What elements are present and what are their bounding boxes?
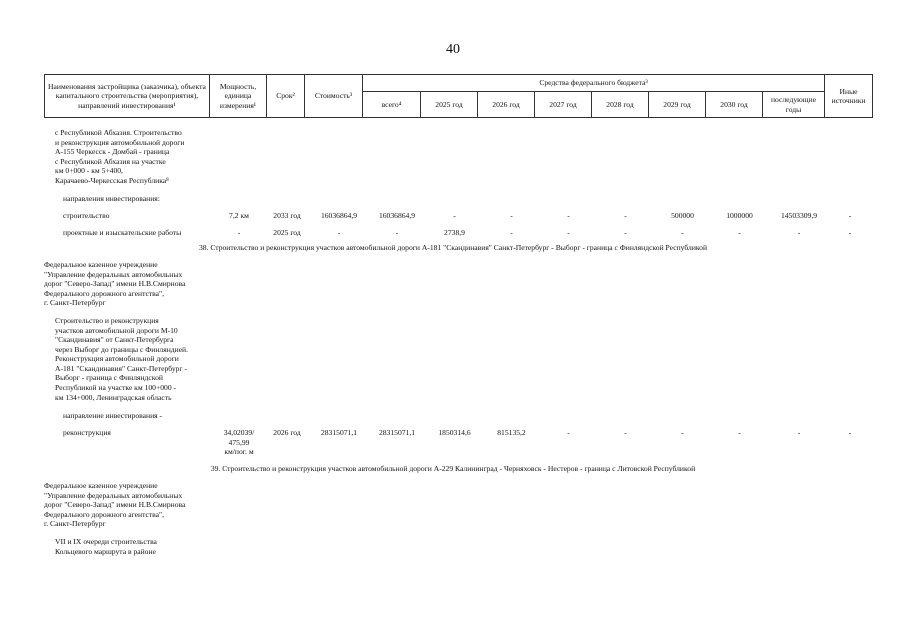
row-capacity: 34,02039/ 475,99 км/пог. м — [223, 428, 255, 457]
section-heading-39: 39. Строительство и реконструкция участков автомобильной дороги А-229 Калининград - Черняховск - Нестеров - граница с Литовской Республикой — [210, 464, 696, 473]
object-description: Строительство и реконструкция участков автомобильной дороги М-10 "Скандинавия" от Санкт-Петербурга через Выборг до границы с Финляндией. Реконструкция автомобильной дороги А-181 "Скандинавия" Санкт-Петербург - Выборг - граница с Финляндской Республикой на участке км 100+000 - км 134+000, Ленинградская область — [55, 316, 189, 402]
object-description: с Республикой Абхазия. Строительство и реконструкция автомобильной дороги А-155 Черкесск - Домбай - граница с Республикой Абхазия на участке км 0+000 - км 5+400, Карачаево-Черкесская Республика⁸ — [55, 128, 185, 185]
row-2028: - — [624, 428, 627, 437]
header-capacity: Мощность, единица измерения¹ — [210, 75, 267, 118]
row-other: - — [848, 428, 852, 437]
header-federal: Средства федерального бюджета³ — [363, 75, 825, 92]
row-term: 2033 год — [273, 211, 301, 220]
developer-description: Федеральное казенное учреждение "Управление федеральных автомобильных дорог "Северо-Запад" имени Н.В.Смирнова Федерального дорожного агентства", г. Санкт-Петербург — [44, 481, 186, 529]
row-2025: - — [453, 211, 456, 220]
header-col-2030: 2030 год — [706, 92, 763, 118]
investment-direction-label: направление инвестирования - — [63, 411, 163, 420]
header-other: Иные источники — [825, 75, 873, 118]
row-2027: - — [567, 211, 570, 220]
row-other: - — [848, 211, 852, 220]
row-capacity: 7,2 км — [229, 211, 249, 220]
row-2027: - — [567, 428, 570, 437]
row-name: проектные и изыскательские работы — [63, 228, 182, 237]
row-2030: - — [738, 228, 741, 237]
row-2029: - — [681, 228, 684, 237]
row-2028: - — [624, 228, 627, 237]
row-total: 16036864,9 — [378, 211, 416, 220]
row-2026: - — [510, 211, 513, 220]
row-later: - — [797, 228, 801, 237]
row-2025: 2738,9 — [444, 228, 465, 237]
row-cost: 16036864,9 — [320, 211, 358, 220]
row-name: строительство — [63, 211, 110, 220]
section-heading-38: 38. Строительство и реконструкция участков автомобильной дороги А-181 "Скандинавия" Санкт-Петербург - Выборг - граница с Финляндской Республикой — [198, 243, 708, 252]
row-cost: 28315071,1 — [320, 428, 358, 437]
header-col-2025: 2025 год — [421, 92, 478, 118]
row-2029: - — [681, 428, 684, 437]
header-cost: Стоимость³ — [305, 75, 363, 118]
header-name: Наименования застройщика (заказчика), объекта капитального строительства (мероприятия), направлений инвестирования¹ — [45, 75, 210, 118]
row-total: 28315071,1 — [378, 428, 416, 437]
row-2028: - — [624, 211, 627, 220]
row-2030: - — [738, 428, 741, 437]
row-term: 2025 год — [273, 228, 301, 237]
header-term: Срок² — [267, 75, 305, 118]
row-later: 14503309,9 — [780, 211, 818, 220]
header-col-2026: 2026 год — [478, 92, 535, 118]
row-other: - — [848, 228, 852, 237]
row-total: - — [395, 228, 399, 237]
row-2025: 1850314,6 — [438, 428, 471, 437]
table-header — [44, 74, 873, 118]
row-2026: 815135,2 — [497, 428, 526, 437]
header-col-later: последующие годы — [763, 92, 825, 118]
row-2029: 500000 — [671, 211, 694, 220]
row-2030: 1000000 — [726, 211, 753, 220]
investment-direction-label: направления инвестирования: — [63, 194, 160, 203]
row-name: реконструкция — [63, 428, 111, 437]
object-description: VII и IX очереди строительства Кольцевого маршрута в районе — [55, 537, 157, 556]
header-col-2028: 2028 год — [592, 92, 649, 118]
row-2026: - — [510, 228, 513, 237]
header-col-2029: 2029 год — [649, 92, 706, 118]
row-2027: - — [567, 228, 570, 237]
header-col-2027: 2027 год — [535, 92, 592, 118]
header-col-total: всего⁴ — [363, 92, 421, 118]
row-cost: - — [337, 228, 341, 237]
row-capacity: - — [237, 228, 241, 237]
row-later: - — [797, 428, 801, 437]
developer-description: Федеральное казенное учреждение "Управление федеральных автомобильных дорог "Северо-Запад" имени Н.В.Смирнова Федерального дорожного агентства", г. Санкт-Петербург — [44, 260, 186, 308]
row-term: 2026 год — [273, 428, 301, 437]
page-number: 40 — [446, 42, 460, 57]
